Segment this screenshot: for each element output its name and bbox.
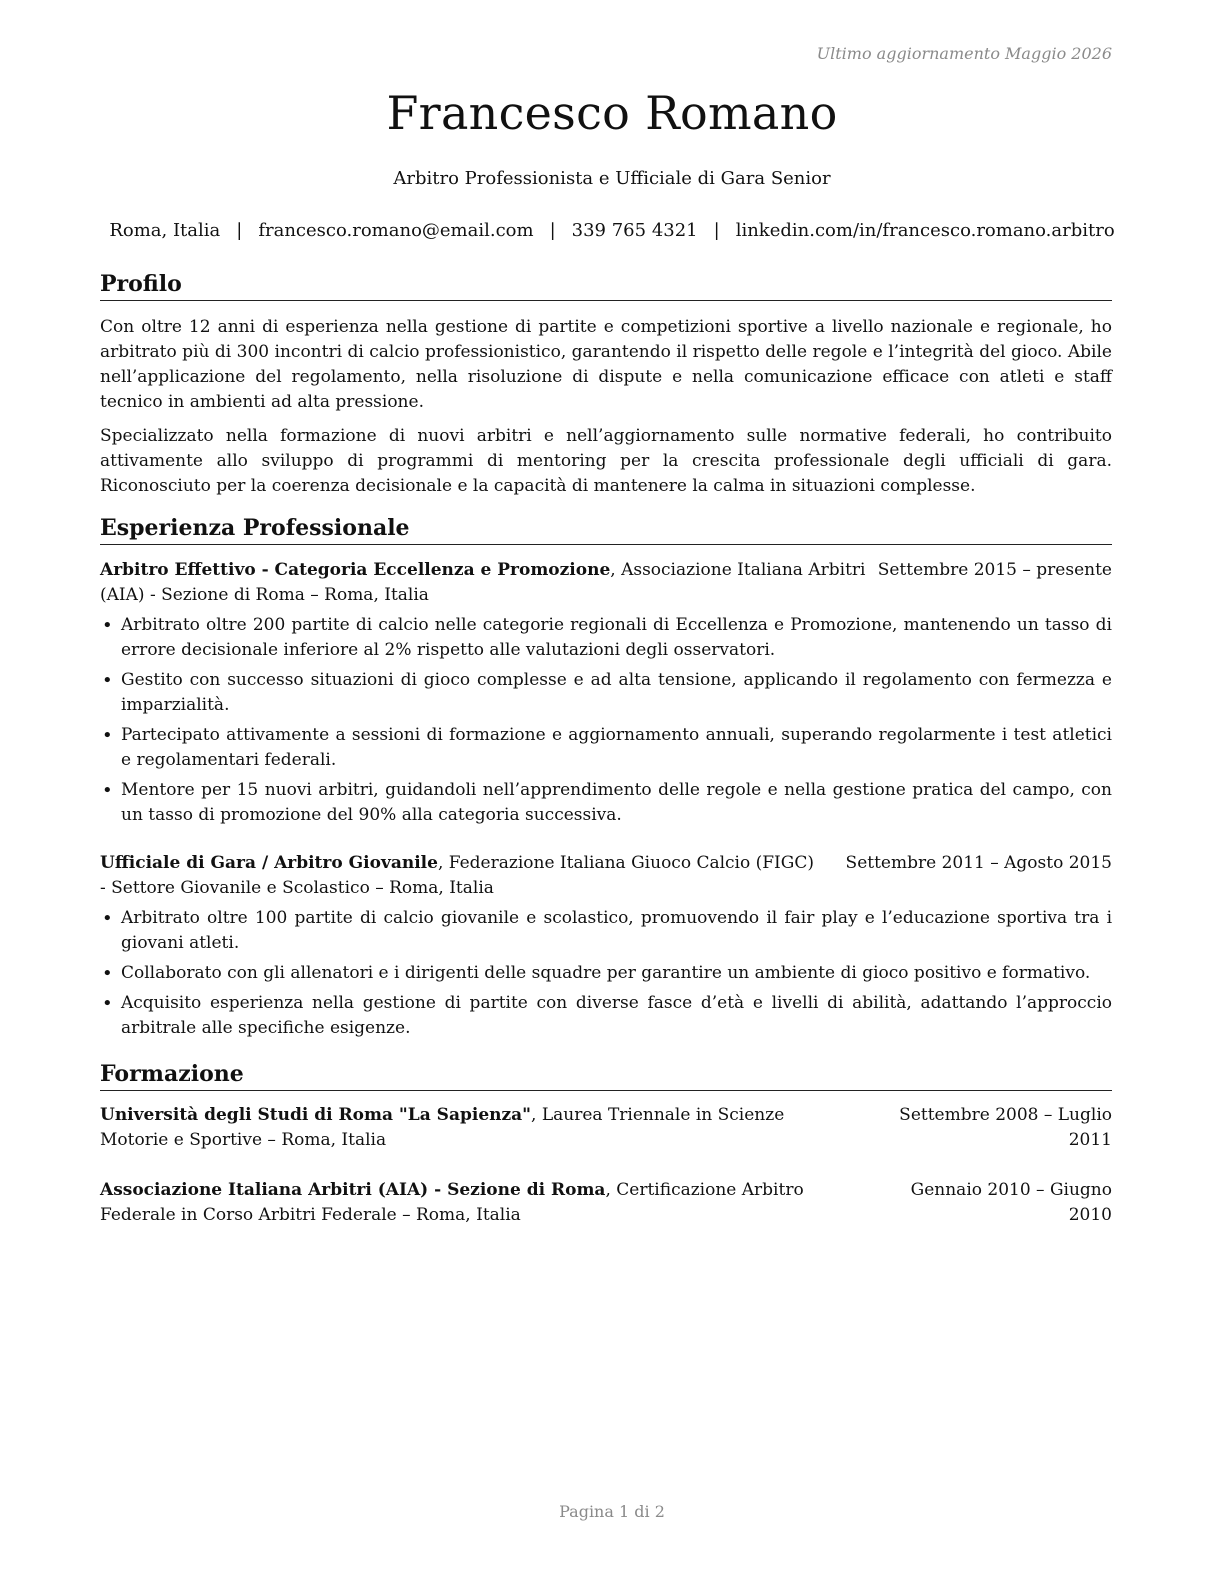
contact-location: Roma, Italia — [109, 220, 221, 241]
section-title-education: Formazione — [100, 1060, 1112, 1091]
last-updated: Ultimo aggiornamento Maggio 2026 — [816, 44, 1112, 63]
entry-heading — [100, 1178, 854, 1228]
entry-header — [100, 851, 1112, 901]
entry-role: Arbitro Effettivo - Categoria Eccellenza e Promozione — [100, 560, 611, 580]
list-item: • Partecipato attivamente a sessioni di formazione e aggiornamento annuali, superando regolarmente i test atletici e regolamentari federali. — [100, 723, 1112, 773]
entry-header — [100, 1178, 1112, 1228]
education-entry — [100, 1103, 1112, 1153]
entry-heading — [100, 1103, 854, 1153]
list-item: • Arbitrato oltre 100 partite di calcio giovanile e scolastico, promuovendo il fair play e l’educazione sportiva tra i giovani atleti. — [100, 906, 1112, 956]
entry-dates: Settembre 2011 – Agosto 2015 — [845, 853, 1112, 873]
entry-institution: Associazione Italiana Arbitri (AIA) - Sezione di Roma — [100, 1180, 606, 1200]
profile-paragraph: Con oltre 12 anni di esperienza nella gestione di partite e competizioni sportive a livello nazionale e regionale, ho arbitrato più di 300 incontri di calcio professionistico, garantendo il rispetto delle regole e l’integrità del gioco. Abile nell’applicazione del regolamento, nella risoluzione di dispute e nella comunicazione efficace con atleti e staff tecnico in ambienti ad alta pressione. — [100, 317, 1112, 412]
education-entry — [100, 1178, 1112, 1228]
entry-heading — [100, 558, 869, 608]
experience-entry — [100, 851, 1112, 1046]
entry-dates: Settembre 2008 – Luglio 2011 — [899, 1105, 1112, 1150]
entry-bullet-list — [100, 613, 1112, 828]
entry-header — [100, 1103, 1112, 1153]
entry-bullet-list — [100, 906, 1112, 1041]
entry-heading — [100, 851, 819, 901]
person-name: Francesco Romano — [386, 86, 838, 140]
profile-paragraph: Specializzato nella formazione di nuovi arbitri e nell’aggiornamento sulle normative federali, ho contribuito attivamente allo sviluppo di programmi di mentoring per la crescita professionale degli ufficiali di gara. Riconosciuto per la coerenza decisionale e la capacità di mantenere la calma in situazioni complesse. — [100, 426, 1112, 496]
list-item: • Arbitrato oltre 200 partite di calcio nelle categorie regionali di Eccellenza e Promozione, mantenendo un tasso di errore decisionale inferiore al 2% rispetto alle valutazioni degli osservatori. — [100, 613, 1112, 663]
list-item: • Acquisito esperienza nella gestione di partite con diverse fasce d’età e livelli di abilità, adattando l’approccio arbitrale alle specifiche esigenze. — [100, 991, 1112, 1041]
entry-dates: Gennaio 2010 – Giugno 2010 — [910, 1180, 1112, 1225]
experience-entry — [100, 558, 1112, 833]
contact-email-link[interactable]: francesco.romano@email.com — [258, 220, 534, 241]
entry-organization: , Associazione Italiana Arbitri (AIA) - Sezione di Roma – Roma, Italia — [100, 560, 866, 605]
section-title-experience: Esperienza Professionale — [100, 514, 1112, 545]
contact-separator: | — [713, 220, 720, 241]
entry-dates: Settembre 2015 – presente — [877, 560, 1112, 580]
contact-line — [0, 220, 1224, 241]
contact-phone: 339 765 4321 — [571, 220, 698, 241]
contact-linkedin-link[interactable]: linkedin.com/in/francesco.romano.arbitro — [735, 220, 1115, 241]
contact-separator: | — [549, 220, 556, 241]
entry-detail: , Laurea Triennale in Scienze Motorie e Sportive – Roma, Italia — [100, 1105, 785, 1150]
entry-institution: Università degli Studi di Roma "La Sapienza" — [100, 1105, 532, 1125]
job-title: Arbitro Professionista e Ufficiale di Gara Senior — [393, 168, 831, 189]
entry-organization: , Federazione Italiana Giuoco Calcio (FIGC) - Settore Giovanile e Scolastico – Roma, Italia — [100, 853, 814, 898]
entry-detail: , Certificazione Arbitro Federale in Corso Arbitri Federale – Roma, Italia — [100, 1180, 804, 1225]
contact-separator: | — [236, 220, 243, 241]
list-item: • Collaborato con gli allenatori e i dirigenti delle squadre per garantire un ambiente di gioco positivo e formativo. — [100, 961, 1112, 986]
list-item: • Gestito con successo situazioni di gioco complesse e ad alta tensione, applicando il regolamento con fermezza e imparzialità. — [100, 668, 1112, 718]
entry-header — [100, 558, 1112, 608]
entry-role: Ufficiale di Gara / Arbitro Giovanile — [100, 853, 438, 873]
section-title-profile: Profilo — [100, 270, 1112, 301]
page-number: Pagina 1 di 2 — [559, 1502, 665, 1521]
list-item: • Mentore per 15 nuovi arbitri, guidandoli nell’apprendimento delle regole e nella gestione pratica del campo, con un tasso di promozione del 90% alla categoria successiva. — [100, 778, 1112, 828]
